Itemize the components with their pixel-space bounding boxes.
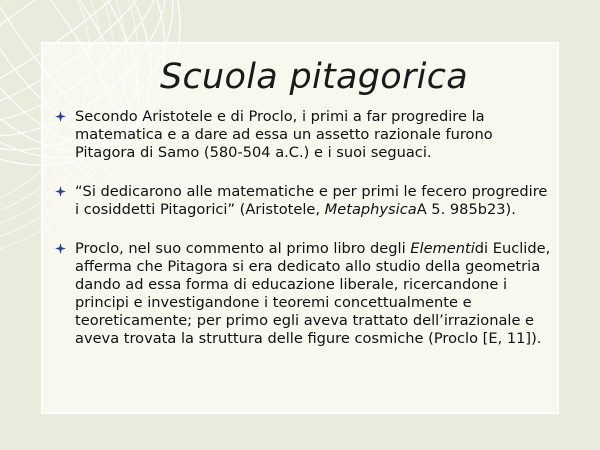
bullet-list <box>55 108 555 369</box>
star-bullet-icon <box>55 186 66 197</box>
italic-citation: Metaphysica <box>324 201 417 218</box>
bullet-item <box>55 108 555 162</box>
star-bullet-icon <box>55 111 66 122</box>
bullet-text: “Si dedicarono alle matematiche e per primi le fecero progredire i cosiddetti Pitagorici” (Aristotele, MetaphysicaA 5. 985b23). <box>75 183 548 218</box>
italic-citation: Elementi <box>410 240 475 257</box>
bullet-item <box>55 240 555 348</box>
bullet-text: Proclo, nel suo commento al primo libro degli Elementidi Euclide, afferma che Pitagora si era dedicato allo studio della geometria dando ad essa forma di educazione liberale, ricercandone i principi e investigandone i teoremi concettualmente e teoreticamente; per primo egli aveva trattato dell’irrazionale e aveva trovata la struttura delle figure cosmiche (Proclo [E, 11]). <box>75 240 551 347</box>
star-bullet-icon <box>55 243 66 254</box>
bullet-text: Secondo Aristotele e di Proclo, i primi a far progredire la matematica e a dare ad essa un assetto razionale furono Pitagora di Samo (580-504 a.C.) e i suoi seguaci. <box>75 108 493 161</box>
slide-title: Scuola pitagorica <box>160 57 469 97</box>
bullet-item <box>55 183 555 219</box>
